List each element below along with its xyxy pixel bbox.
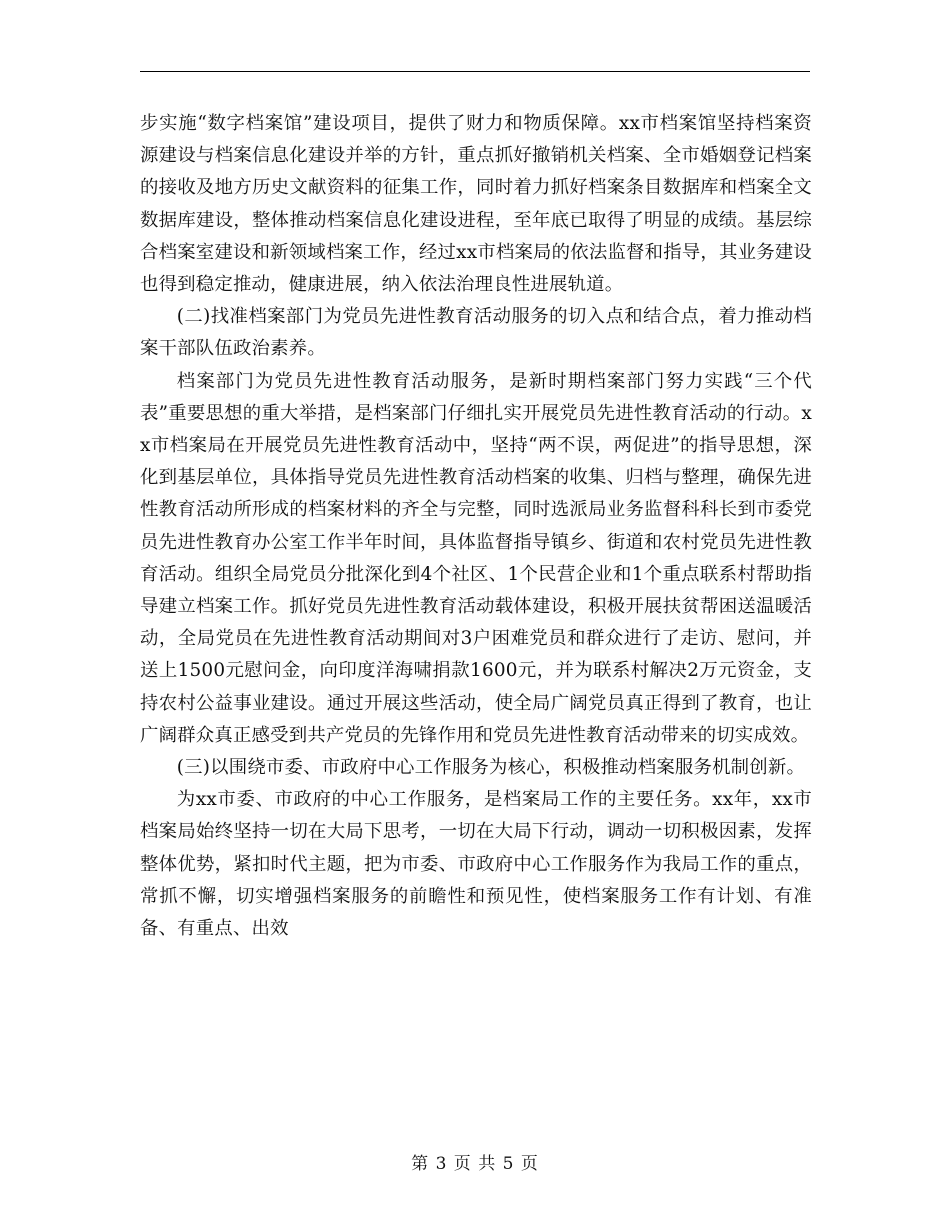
document-body — [140, 108, 812, 945]
header-rule — [140, 71, 810, 72]
section-heading-2: (二)找准档案部门为党员先进性教育活动服务的切入点和结合点，着力推动档案干部队伍政治素养。 — [140, 306, 812, 360]
paragraph-party-education: 档案部门为党员先进性教育活动服务，是新时期档案部门努力实践“三个代表”重要思想的重大举措，是档案部门仔细扎实开展党员先进性教育活动的行动。xx市档案局在开展党员先进性教育活动中，坚持“两不误，两促进”的指导思想，深化到基层单位，具体指导党员先进性教育活动档案的收集、归档与整理，确保先进性教育活动所形成的档案材料的齐全与完整，同时选派局业务监督科科长到市委党员先进性教育办公室工作半年时间，具体监督指导镇乡、街道和农村党员先进性教育活动。组织全局党员分批深化到4个社区、1个民营企业和1个重点联系村帮助指导建立档案工作。抓好党员先进性教育活动载体建设，积极开展扶贫帮困送温暖活动，全局党员在先进性教育活动期间对3户困难党员和群众进行了走访、慰问，并送上1500元慰问金，向印度洋海啸捐款1600元，并为联系村解决2万元资金，支持农村公益事业建设。通过开展这些活动，使全局广阔党员真正得到了教育，也让广阔群众真正感受到共产党员的先锋作用和党员先进性教育活动带来的切实成效。 — [140, 370, 812, 746]
page-number-footer: 第 3 页 共 5 页 — [411, 1154, 539, 1174]
section-heading-3: (三)以围绕市委、市政府中心工作服务为核心，积极推动档案服务机制创新。 — [176, 757, 806, 779]
paragraph-continuation: 步实施“数字档案馆”建设项目，提供了财力和物质保障。xx市档案馆坚持档案资源建设与档案信息化建设并举的方针，重点抓好撤销机关档案、全市婚姻登记档案的接收及地方历史文献资料的征集工作，同时着力抓好档案条目数据库和档案全文数据库建设，整体推动档案信息化建设进程，至年底已取得了明显的成绩。基层综合档案室建设和新领域档案工作，经过xx市档案局的依法监督和指导，其业务建设也得到稳定推动，健康进展，纳入依法治理良性进展轨道。 — [140, 113, 812, 296]
paragraph-central-work: 为xx市委、市政府的中心工作服务，是档案局工作的主要任务。xx年，xx市档案局始终坚持一切在大局下思考，一切在大局下行动，调动一切积极因素，发挥整体优势，紧扣时代主题，把为市委、市政府中心工作服务作为我局工作的重点，常抓不懈，切实增强档案服务的前瞻性和预见性，使档案服务工作有计划、有准备、有重点、出效 — [140, 789, 812, 940]
